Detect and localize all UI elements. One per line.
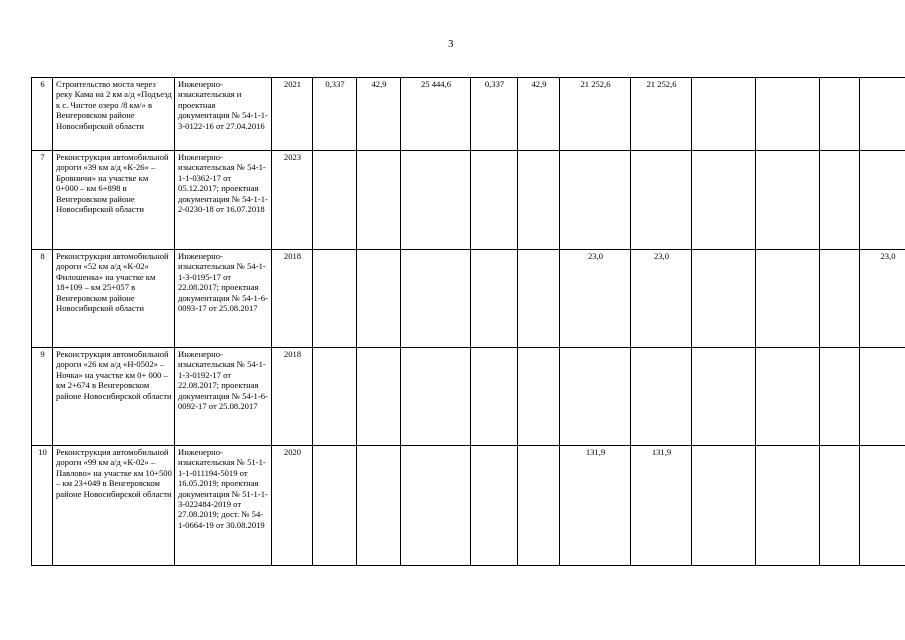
value-cell xyxy=(560,151,631,250)
value-cell xyxy=(756,151,820,250)
value-cell xyxy=(313,446,357,566)
value-cell xyxy=(860,78,905,151)
row-number: 6 xyxy=(32,78,53,151)
value-cell xyxy=(313,151,357,250)
row-number: 8 xyxy=(32,250,53,348)
value-cell: 23,0 xyxy=(560,250,631,348)
value-cell xyxy=(820,446,860,566)
value-cell: 23,0 xyxy=(631,250,692,348)
value-cell xyxy=(401,250,471,348)
value-cell xyxy=(471,250,518,348)
table-row xyxy=(32,250,905,348)
value-cell: 21 252,6 xyxy=(631,78,692,151)
value-cell xyxy=(860,348,905,446)
value-cell xyxy=(860,151,905,250)
object-name: Строительство моста через реку Кама на 2 км а/д «Подъезд к с. Чистое озеро /8 км/» в Венгеровском районе Новосибирской области xyxy=(53,78,175,151)
value-cell: 0,337 xyxy=(471,78,518,151)
project-documentation: Инженерно-изыскательская № 54-1-1-3-0192-17 от 22.08.2017; проектная документация № 54-1-6-0092-17 от 25.08.2017 xyxy=(175,348,272,446)
year-cell: 2023 xyxy=(272,151,313,250)
value-cell xyxy=(631,348,692,446)
value-cell xyxy=(518,250,560,348)
value-cell xyxy=(631,151,692,250)
value-cell xyxy=(692,250,756,348)
value-cell xyxy=(692,348,756,446)
value-cell xyxy=(756,446,820,566)
value-cell xyxy=(518,151,560,250)
year-cell: 2018 xyxy=(272,348,313,446)
row-number: 9 xyxy=(32,348,53,446)
table-row xyxy=(32,446,905,566)
page-number: 3 xyxy=(448,38,454,50)
value-cell xyxy=(357,250,401,348)
value-cell xyxy=(820,348,860,446)
project-documentation: Инженерно-изыскательская № 54-1-1-3-0195-17 от 22.08.2017; проектная документация № 54-1-6-0093-17 от 25.08.2017 xyxy=(175,250,272,348)
value-cell xyxy=(518,348,560,446)
value-cell xyxy=(401,348,471,446)
objects-table xyxy=(31,77,905,566)
value-cell xyxy=(692,446,756,566)
value-cell xyxy=(756,250,820,348)
value-cell: 25 444,6 xyxy=(401,78,471,151)
value-cell xyxy=(820,151,860,250)
value-cell xyxy=(471,151,518,250)
value-cell xyxy=(820,78,860,151)
value-cell xyxy=(471,348,518,446)
value-cell: 131,9 xyxy=(560,446,631,566)
project-documentation: Инженерно-изыскательская и проектная документация № 54-1-1-3-0122-16 от 27.04.2016 xyxy=(175,78,272,151)
object-name: Реконструкция автомобильной дороги «39 км а/д «К-26» – Бровничи» на участке км 0+000 – км 6+898 в Венгеровском районе Новосибирской области xyxy=(53,151,175,250)
value-cell: 23,0 xyxy=(860,250,905,348)
value-cell xyxy=(357,151,401,250)
year-cell: 2021 xyxy=(272,78,313,151)
value-cell xyxy=(756,78,820,151)
value-cell xyxy=(471,446,518,566)
value-cell xyxy=(756,348,820,446)
value-cell xyxy=(518,446,560,566)
value-cell xyxy=(820,250,860,348)
value-cell xyxy=(401,446,471,566)
value-cell xyxy=(692,78,756,151)
value-cell: 0,337 xyxy=(313,78,357,151)
year-cell: 2018 xyxy=(272,250,313,348)
value-cell: 131,9 xyxy=(631,446,692,566)
value-cell xyxy=(692,151,756,250)
value-cell xyxy=(357,446,401,566)
value-cell xyxy=(313,348,357,446)
value-cell xyxy=(560,348,631,446)
value-cell xyxy=(357,348,401,446)
object-name: Реконструкция автомобильной дороги «26 км а/д «Н-0502» – Ночка» на участке км 0+ 000 – км 2+674 в Венгеровском районе Новосибирской области xyxy=(53,348,175,446)
project-documentation: Инженерно-изыскательская № 51-1-1-1-011194-5019 от 16.05.2019; проектная документация № 51-1-1-3-022484-2019 от 27.08.2019; дост. № 54-1-0664-19 от 30.08.2019 xyxy=(175,446,272,566)
table-row xyxy=(32,348,905,446)
table-row xyxy=(32,151,905,250)
year-cell: 2020 xyxy=(272,446,313,566)
value-cell: 42,9 xyxy=(518,78,560,151)
object-name: Реконструкция автомобильной дороги «52 км а/д «К-02» Филошенка» на участке км 18+109 – км 25+057 в Венгеровском районе Новосибирской области xyxy=(53,250,175,348)
value-cell xyxy=(313,250,357,348)
table-row xyxy=(32,78,905,151)
value-cell: 21 252,6 xyxy=(560,78,631,151)
row-number: 7 xyxy=(32,151,53,250)
object-name: Реконструкция автомобильной дороги «99 км а/д «К-02» – Павлово» на участке км 10+500 – км 23+049 в Венгеровском районе Новосибирской области xyxy=(53,446,175,566)
value-cell: 42,9 xyxy=(357,78,401,151)
project-documentation: Инженерно-изыскательская № 54-1-1-1-0362-17 от 05.12.2017; проектная документация № 54-1-1-2-0230-18 от 16.07.2018 xyxy=(175,151,272,250)
value-cell xyxy=(860,446,905,566)
value-cell xyxy=(401,151,471,250)
row-number: 10 xyxy=(32,446,53,566)
